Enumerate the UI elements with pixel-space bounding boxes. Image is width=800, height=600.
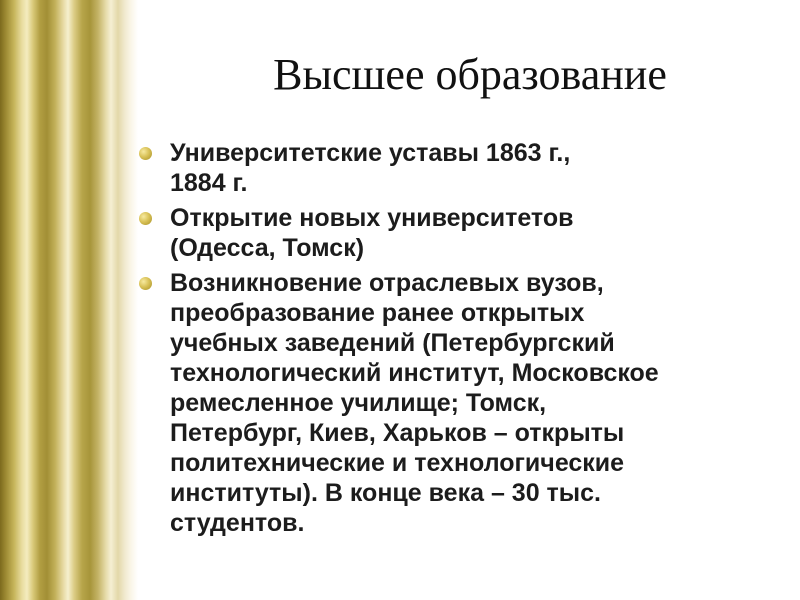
bullet-dot-icon (139, 147, 152, 160)
bullet-text-line: институты). В конце века – 30 тыс. (170, 479, 601, 507)
bullet-item (136, 138, 786, 198)
bullet-text-line: политехнические и технологические (170, 449, 625, 477)
bullet-text-line: Университетские уставы 1863 г., (170, 139, 571, 167)
slide-title: Высшее образование (273, 50, 667, 99)
bullet-item (136, 268, 786, 538)
bullet-text-line: (Одесса, Томск) (170, 234, 365, 262)
bullet-text-line: преобразование ранее открытых (170, 299, 585, 327)
gold-striped-band (0, 0, 138, 600)
bullet-dot-icon (139, 277, 152, 290)
bullet-dot-icon (139, 212, 152, 225)
bullet-text-line: технологический институт, Московское (170, 359, 659, 387)
bullet-item (136, 203, 786, 263)
bullet-text-line: Возникновение отраслевых вузов, (170, 269, 604, 297)
bullet-text-line: учебных заведений (Петербургский (170, 329, 615, 357)
bullet-text-line: 1884 г. (170, 169, 248, 197)
bullet-text-line: Петербург, Киев, Харьков – открыты (170, 419, 625, 447)
bullet-text-line: ремесленное училище; Томск, (170, 389, 547, 417)
bullet-text-line: студентов. (170, 509, 305, 537)
bullet-list (136, 138, 786, 543)
bullet-text-line: Открытие новых университетов (170, 204, 574, 232)
